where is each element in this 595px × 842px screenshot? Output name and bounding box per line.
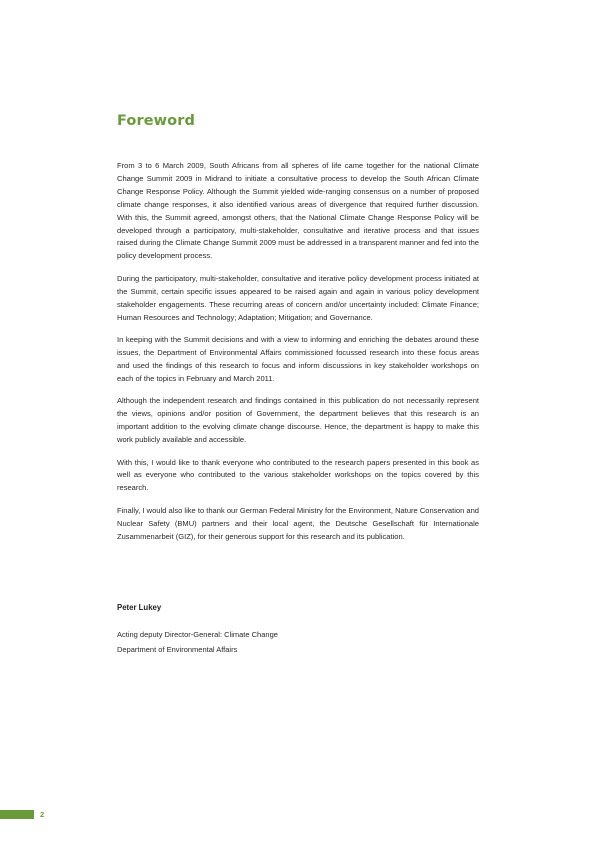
paragraph-3: In keeping with the Summit decisions and with a view to informing and enriching the debates around these issues, the Department of Environmental Affairs commissioned focussed research into these focus areas and used the findings of this research to focus and inform discussions in key stakeholder workshops on each of the topics in February and March 2011.	[117, 335, 479, 383]
signatory-position: Acting deputy Director-General: Climate Change	[117, 630, 278, 639]
signatory-name: Peter Lukey	[117, 603, 162, 612]
paragraph-6: Finally, I would also like to thank our German Federal Ministry for the Environment, Nature Conservation and Nuclear Safety (BMU) partners and their local agent, the Deutsche Gesellschaft für Internationale Zusammenarbeit (GIZ), for their generous support for this research and its publication.	[117, 505, 479, 541]
footer-accent-bar	[0, 810, 34, 819]
paragraph-1: From 3 to 6 March 2009, South Africans from all spheres of life came together for the national Climate Change Summit 2009 in Midrand to initiate a consultative process to develop the South African Climate Change Response Policy. Although the Summit yielded wide-ranging consensus on a number of proposed climate change responses, it also identified various areas of divergence that required further discussion. With this, the Summit agreed, amongst others, that the National Climate Change Response Policy will be developed through a participatory, multi-stakeholder, consultative and iterative process and that issues raised during the Climate Change Summit 2009 must be addressed in a transparent manner and fed into the policy development process.	[117, 161, 479, 261]
paragraph-5: With this, I would like to thank everyone who contributed to the research papers presented in this book as well as everyone who contributed to the various stakeholder workshops on the topics covered by this research.	[117, 457, 479, 493]
signature-block	[117, 602, 479, 657]
paragraph-2: During the participatory, multi-stakeholder, consultative and iterative policy development process initiated at the Summit, certain specific issues appeared to be raised again and again in various policy development stakeholder engagements. These recurring areas of concern and/or uncertainty included: Climate Finance; Human Resources and Technology; Adaptation; Mitigation; and Governance.	[117, 273, 479, 322]
page-title: Foreword	[117, 113, 195, 129]
foreword-body	[117, 160, 479, 553]
paragraph-4: Although the independent research and findings contained in this publication do not necessarily represent the views, opinions and/or position of Government, the department believes that this research is an important addition to the evolving climate change discourse. Hence, the department is happy to make this work publicly available and accessible.	[117, 396, 479, 444]
signatory-department: Department of Environmental Affairs	[117, 644, 238, 654]
signatory-details	[117, 628, 479, 657]
page-number: 2	[40, 810, 45, 819]
